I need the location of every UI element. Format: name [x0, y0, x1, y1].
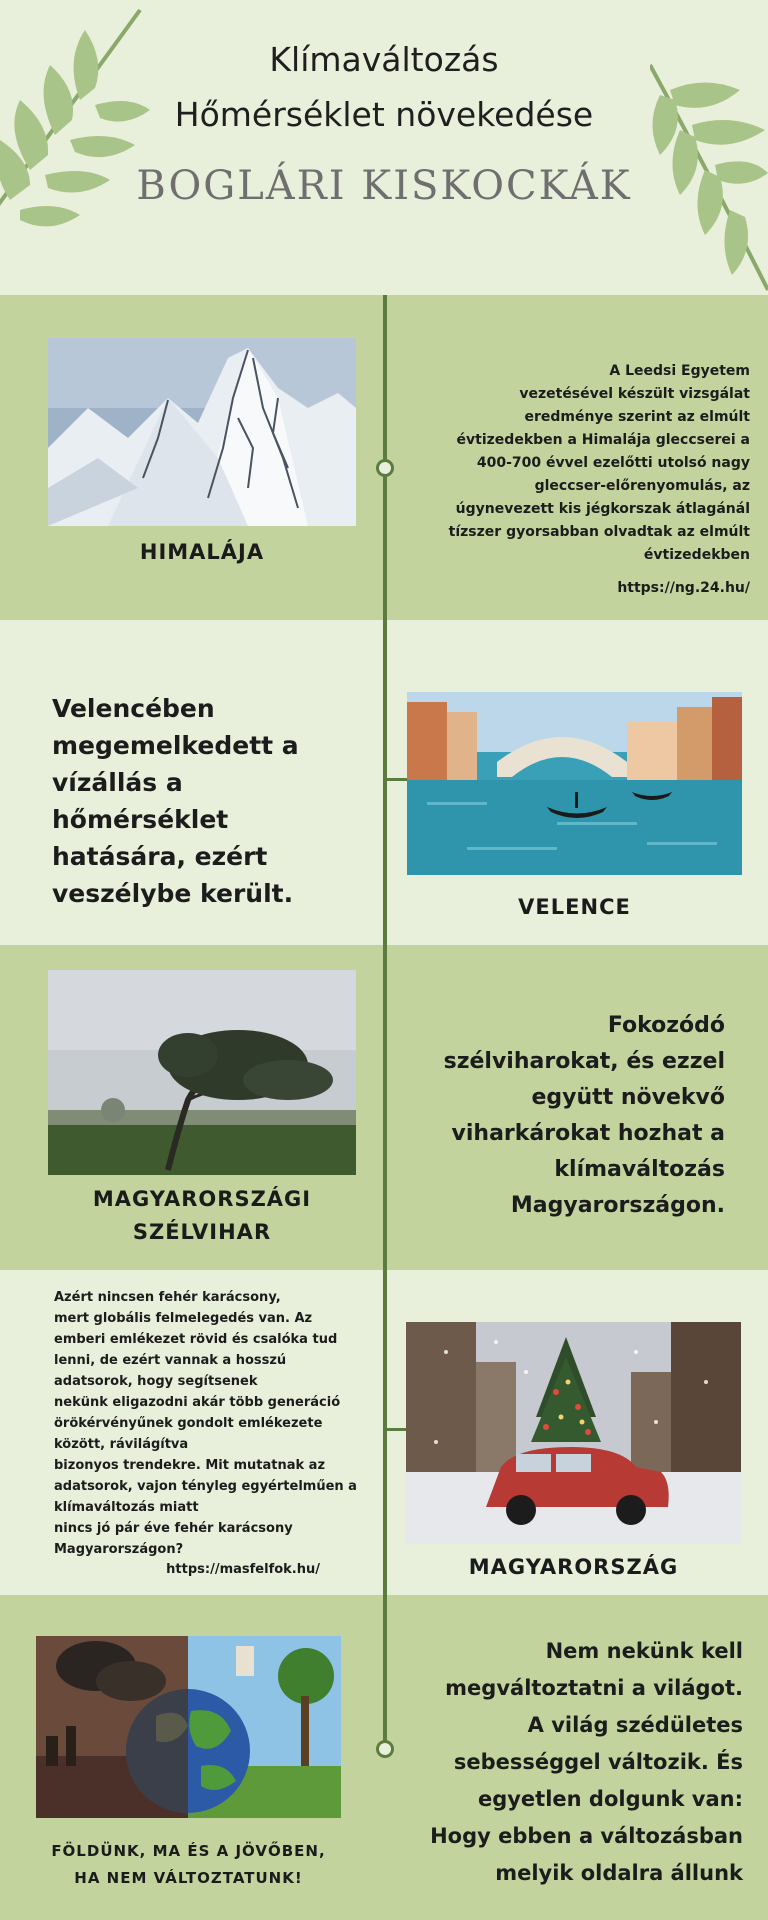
himalaja-source: https://ng.24.hu/: [617, 580, 750, 596]
timeline-connector: [385, 778, 407, 781]
page-title-line2: Hőmérséklet növekedése: [174, 95, 594, 134]
page-title-line1: Klímaváltozás: [269, 40, 499, 79]
timeline-node: [376, 1740, 394, 1758]
magyarorszag-text: Azért nincsen fehér karácsony, mert globális felmelegedés van. Az emberi emlékezet rövid és csalóka tud lenni, de ezért vannak a hosszú adatsorok, hogy segítsenek nekünk eligazodni akár több generáció örökérvényűnek gondolt emlékezete között, rávilágítva bizonyos trendekre. Mit mutatnak az adatsorok, vajon tényleg egyértelműen a klímaváltozás miatt nincs jó pár éve fehér karácsony Magyarországon?: [54, 1290, 357, 1557]
magyarorszag-caption: MAGYARORSZÁG: [468, 1555, 679, 1579]
venice-photo: [407, 692, 742, 875]
himalaja-text: A Leedsi Egyetem vezetésével készült vizsgálat eredménye szerint az elmúlt évtizedekben a Himalája gleccserei a 400-700 évvel ezelőtti utolsó nagy gleccser-előrenyomulás, az úgynevezett kis jégkorszak átlagánál tízszer gyorsabban olvadtak az elmúlt évtizedekben: [448, 363, 750, 563]
magyarorszag-source: https://masfelfok.hu/: [166, 1562, 320, 1577]
velence-text: Velencében megemelkedett a vízállás a hőmérséklet hatására, ezért veszélybe került.: [52, 694, 299, 908]
christmas-car-photo: [406, 1322, 741, 1544]
himalaja-caption: HIMALÁJA: [139, 540, 265, 564]
timeline-line: [383, 295, 387, 1750]
storm-tree-photo: [48, 970, 356, 1175]
foldunk-text: Nem nekünk kell megváltoztatni a világot. A világ szédületes sebességgel változik. És egyetlen dolgunk van: Hogy ebben a változásban melyik oldalra állunk: [430, 1639, 743, 1885]
foldunk-caption: FÖLDÜNK, MA ÉS A JÖVŐBEN, HA NEM VÁLTOZTATUNK!: [51, 1842, 326, 1887]
brand-name: BOGLÁRI KISKOCKÁK: [136, 163, 632, 209]
szelvihar-text: Fokozódó szélviharokat, és ezzel együtt növekvő viharkárokat hozhat a klímaváltozás Magyarországon.: [443, 1013, 725, 1218]
earth-today-future-photo: [36, 1636, 341, 1818]
szelvihar-caption: MAGYARORSZÁGI SZÉLVIHAR: [92, 1187, 312, 1244]
timeline-node: [376, 459, 394, 477]
velence-caption: VELENCE: [518, 895, 631, 919]
timeline-connector: [385, 1428, 407, 1431]
himalaya-photo: [48, 338, 356, 526]
